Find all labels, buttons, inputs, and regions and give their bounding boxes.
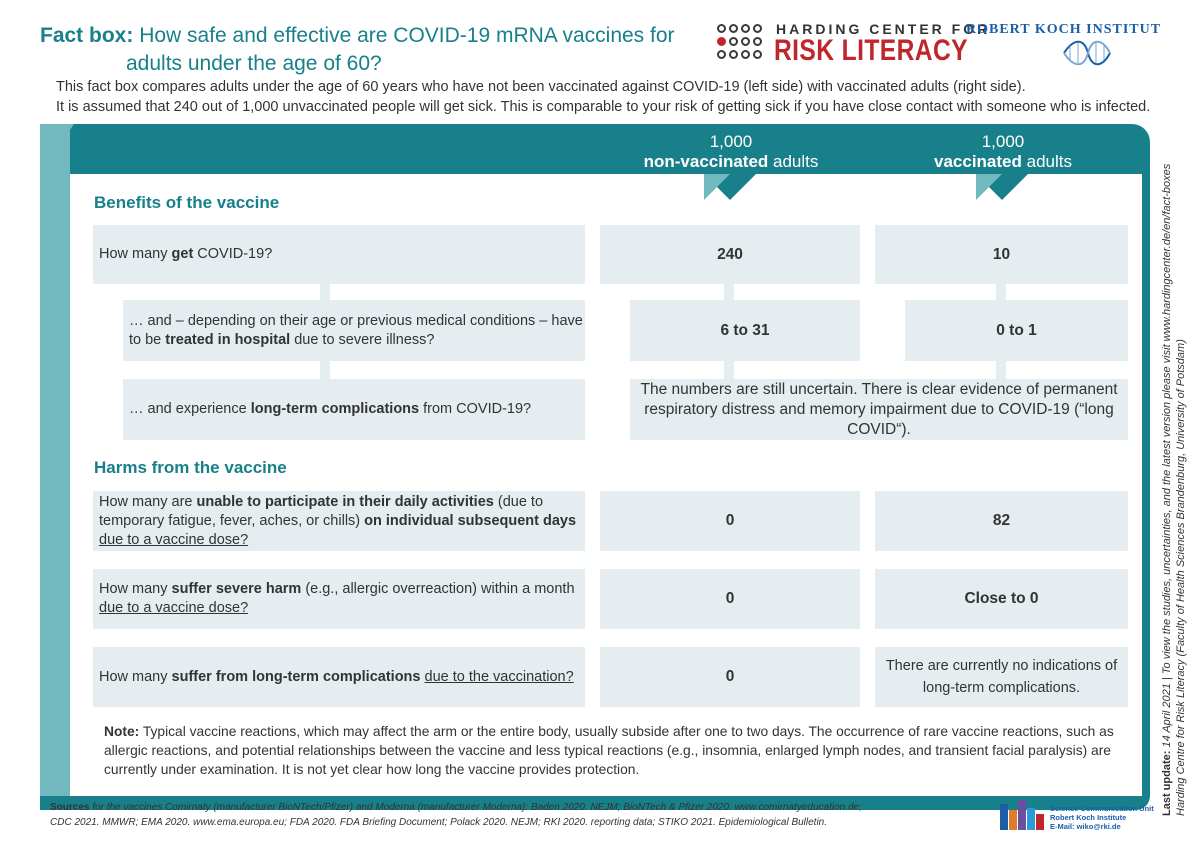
q-text: How many	[99, 581, 172, 597]
harding-dots-logo	[717, 24, 771, 66]
q-underline: due to a vaccine dose?	[99, 600, 249, 616]
side-label: Last update:	[1161, 750, 1173, 816]
sources	[50, 800, 950, 830]
column-right-rest: adults	[1021, 152, 1072, 171]
footer-logo-line-3: E-Mail: wiko@rki.de	[1050, 822, 1121, 831]
harding-logo-top: HARDING CENTER FOR	[776, 21, 991, 37]
connector	[320, 284, 330, 300]
q-bold: get	[171, 246, 194, 262]
connector	[996, 284, 1006, 300]
q-text: How many are	[99, 493, 197, 510]
harm-row-2-non-vaccinated: 0	[600, 569, 860, 629]
column-header-vaccinated	[883, 132, 1123, 172]
q-text: … and – depending on their age or previous medical conditions – have to be	[129, 312, 583, 348]
benefit-row-1-question	[93, 225, 585, 284]
frame-right-bar	[1142, 174, 1150, 796]
column-header-non-vaccinated	[611, 132, 851, 172]
q-text: … and experience	[129, 401, 251, 417]
footer-logo-line-2: Robert Koch Institute	[1050, 813, 1127, 822]
intro-line-2: It is assumed that 240 out of 1,000 unvaccinated people will get sick. This is comparable to your risk of getting sick if you have close contact with someone who is infected.	[56, 99, 1151, 115]
harm-row-2-vaccinated: Close to 0	[875, 569, 1128, 629]
harm-row-2-question	[93, 569, 585, 629]
harm-row-1-vaccinated: 82	[875, 491, 1128, 551]
q-text: due to severe illness?	[290, 331, 435, 348]
harding-logo-bottom: RISK LITERACY	[774, 34, 968, 67]
q-text: (due to temporary fatigue, fever, aches, or chills)	[99, 493, 544, 529]
q-text: (e.g., allergic overreaction) within a month	[301, 581, 575, 597]
title-lead: Fact box:	[40, 24, 134, 47]
intro-line-1: This fact box compares adults under the age of 60 years who have not been vaccinated against COVID-19 (left side) with vaccinated adults (right side).	[56, 79, 1026, 95]
note-label: Note:	[104, 724, 140, 739]
frame-corner	[40, 124, 74, 174]
harm-row-1-question	[93, 491, 585, 551]
q-bold: suffer severe harm	[171, 581, 302, 597]
q-text: How many	[99, 246, 172, 262]
connector	[724, 284, 734, 300]
q-bold: on individual subsequent days	[364, 512, 577, 529]
title-question-line1: How safe and effective are COVID-19 mRNA vaccines for	[139, 24, 675, 47]
sources-line-1: for the vaccines Comirnaty (manufacturer BioNTech/Pfizer) and Moderna (manufacturer Moderna): Baden 2020. NEJM; BioNTech & Pfizer 2020. www.comirnatyeducation.de;	[89, 802, 862, 813]
page-title	[40, 22, 690, 78]
column-right-arrow-shade	[976, 174, 1002, 200]
side-note	[1160, 160, 1188, 816]
sources-line-2: CDC 2021. MMWR; EMA 2020. www.ema.europa.eu; FDA 2020. FDA Briefing Document; Polack 2020. NEJM; RKI 2020. reporting data; STIKO 2021. Epidemiological Bulletin.	[50, 817, 828, 828]
rki-dna-icon	[1062, 38, 1112, 68]
benefits-heading: Benefits of the vaccine	[94, 193, 280, 212]
q-text: How many	[99, 668, 172, 685]
harms-heading: Harms from the vaccine	[94, 458, 287, 477]
side-line-1: 14 April 2021 | To view the studies, uncertainties, and the latest version please visit www.hardingcenter.de/en/fact-boxes	[1161, 163, 1173, 751]
harm-row-1-non-vaccinated: 0	[600, 491, 860, 551]
sources-label: Sources	[50, 802, 90, 813]
q-bold: unable to participate in their daily activities	[196, 493, 494, 510]
title-question-line2: adults under the age of 60?	[126, 52, 382, 75]
harm-row-3-question	[93, 647, 585, 707]
footer-logo-line-1: Science Communication Unit	[1050, 804, 1154, 813]
note-text: Typical vaccine reactions, which may affect the arm or the entire body, usually subside after one to two days. The occurrence of rare vaccine reactions, such as allergic reactions, and potential relationships between the vaccine and less typical reactions (e.g., insomnia, enlarged lymph nodes, and transient facial paralysis) are currently under examination. It is not yet clear how long the vaccine provides protection.	[104, 724, 1114, 777]
benefit-row-1-vaccinated: 10	[875, 225, 1128, 284]
benefit-row-2-question	[123, 300, 585, 361]
benefit-row-2-vaccinated: 0 to 1	[905, 300, 1128, 361]
harm-row-3-vaccinated: There are currently no indications of long-term complications.	[875, 647, 1128, 707]
rki-logo-text: ROBERT KOCH INSTITUT	[966, 22, 1162, 37]
side-line-2: Harding Centre for Risk Literacy (Faculty of Health Sciences Brandenburg, University of Potsdam)	[1175, 339, 1187, 816]
benefit-row-3-question	[123, 379, 585, 440]
connector	[320, 361, 330, 379]
connector	[724, 361, 734, 379]
column-left-arrow-shade	[704, 174, 730, 200]
note-paragraph	[104, 722, 1114, 779]
connector	[996, 361, 1006, 379]
q-bold: suffer from long-term complications	[171, 668, 421, 685]
column-left-rest: adults	[768, 152, 819, 171]
q-bold: treated in hospital	[165, 331, 291, 348]
q-text: COVID-19?	[193, 246, 273, 262]
benefit-row-1-non-vaccinated: 240	[600, 225, 860, 284]
benefit-row-3-merged-answer: The numbers are still uncertain. There is clear evidence of permanent respiratory distress and memory impairment due to COVID-19 (“long COVID“).	[630, 379, 1128, 440]
q-text: from COVID-19?	[419, 401, 532, 417]
q-underline: due to the vaccination?	[424, 668, 574, 685]
column-left-count: 1,000	[709, 132, 753, 151]
science-communication-logo-icon	[1000, 800, 1044, 830]
harm-row-3-non-vaccinated: 0	[600, 647, 860, 707]
column-right-bold: vaccinated	[934, 152, 1022, 171]
q-bold: long-term complications	[250, 401, 420, 417]
science-communication-logo-text	[1050, 804, 1154, 831]
column-left-bold: non-vaccinated	[643, 152, 769, 171]
column-right-count: 1,000	[981, 132, 1025, 151]
frame-left-bar	[40, 124, 70, 796]
benefit-row-2-non-vaccinated: 6 to 31	[630, 300, 860, 361]
q-underline: due to a vaccine dose?	[99, 531, 249, 548]
